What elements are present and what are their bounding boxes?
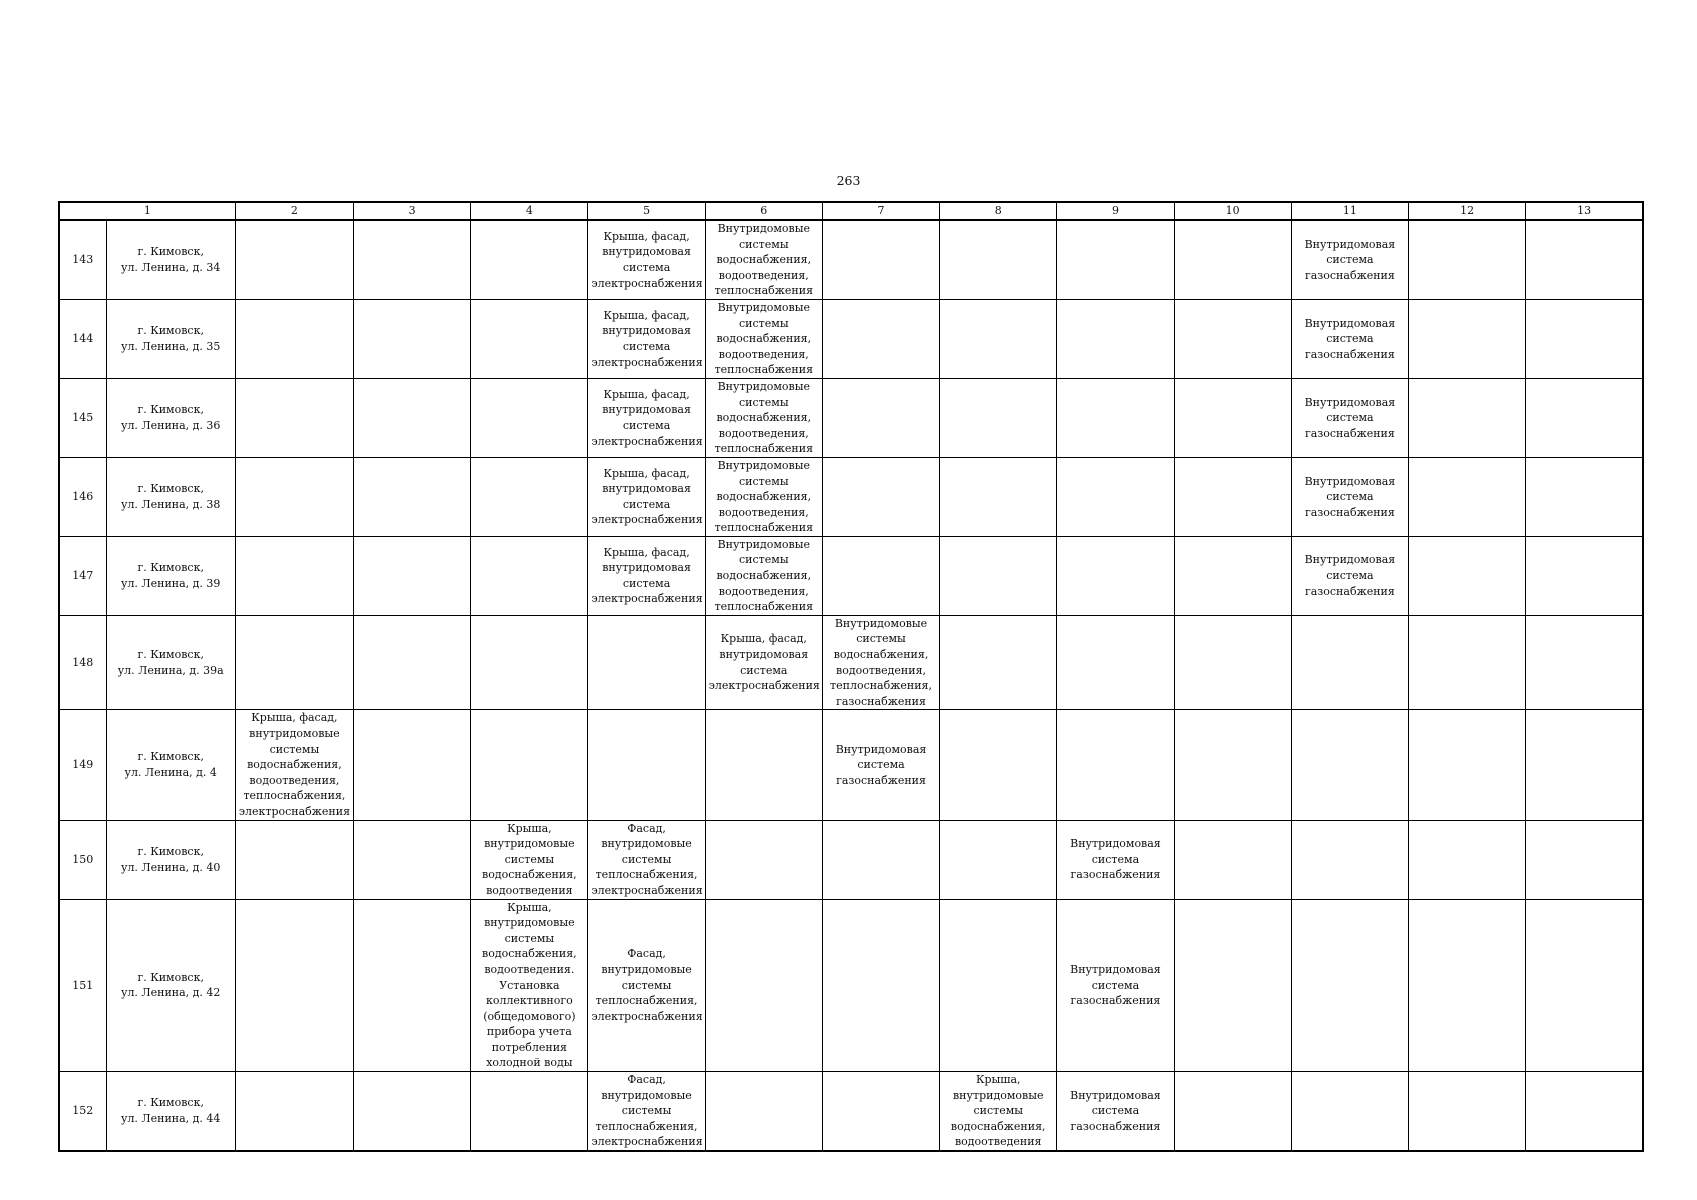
work-cell	[1409, 220, 1526, 299]
work-cell	[1526, 536, 1643, 615]
work-cell	[1409, 820, 1526, 899]
work-cell	[354, 378, 471, 457]
table-row	[59, 820, 1643, 899]
work-cell	[1526, 1072, 1643, 1151]
column-header: 5	[588, 202, 705, 220]
column-header: 2	[235, 202, 353, 220]
work-cell	[1526, 899, 1643, 1072]
work-cell	[940, 220, 1057, 299]
work-cell	[1526, 820, 1643, 899]
work-cell	[940, 457, 1057, 536]
work-cell: Фасад, внутридомовые системы теплоснабжения, электроснабжения	[588, 899, 705, 1072]
work-cell	[940, 710, 1057, 820]
work-cell	[1057, 457, 1174, 536]
column-header: 12	[1409, 202, 1526, 220]
work-cell	[1174, 536, 1291, 615]
work-cell	[471, 1072, 588, 1151]
work-cell	[705, 1072, 822, 1151]
work-cell	[940, 615, 1057, 710]
work-cell	[1409, 615, 1526, 710]
work-cell	[235, 1072, 353, 1151]
work-cell	[940, 378, 1057, 457]
work-cell	[1057, 710, 1174, 820]
work-cell	[822, 299, 939, 378]
work-cell	[235, 220, 353, 299]
header-row	[59, 202, 1643, 220]
address-cell: г. Кимовск, ул. Ленина, д. 42	[106, 899, 235, 1072]
work-cell	[1526, 220, 1643, 299]
work-cell	[822, 820, 939, 899]
work-cell	[940, 299, 1057, 378]
work-cell	[1409, 899, 1526, 1072]
table-row	[59, 299, 1643, 378]
table-row	[59, 899, 1643, 1072]
work-cell: Крыша, фасад, внутридомовые системы водоснабжения, водоотведения, теплоснабжения, электроснабжения	[235, 710, 353, 820]
address-cell: г. Кимовск, ул. Ленина, д. 39а	[106, 615, 235, 710]
work-cell: Внутридомовая система газоснабжения	[1291, 536, 1408, 615]
work-cell	[1291, 899, 1408, 1072]
work-cell: Внутридомовые системы водоснабжения, водоотведения, теплоснабжения	[705, 457, 822, 536]
work-cell	[1409, 536, 1526, 615]
table-row	[59, 457, 1643, 536]
address-cell: г. Кимовск, ул. Ленина, д. 34	[106, 220, 235, 299]
work-cell	[940, 536, 1057, 615]
work-cell	[1526, 299, 1643, 378]
work-cell: Внутридомовая система газоснабжения	[1057, 820, 1174, 899]
work-cell	[235, 536, 353, 615]
table-row	[59, 378, 1643, 457]
work-cell	[1291, 615, 1408, 710]
work-cell: Крыша, фасад, внутридомовая система электроснабжения	[588, 378, 705, 457]
work-cell	[1174, 1072, 1291, 1151]
work-cell	[1174, 710, 1291, 820]
row-number: 149	[59, 710, 106, 820]
work-cell	[1174, 299, 1291, 378]
work-cell: Внутридомовые системы водоснабжения, водоотведения, теплоснабжения, газоснабжения	[822, 615, 939, 710]
work-cell	[471, 220, 588, 299]
address-cell: г. Кимовск, ул. Ленина, д. 36	[106, 378, 235, 457]
work-cell	[705, 820, 822, 899]
work-cell	[1409, 1072, 1526, 1151]
work-cell	[1057, 220, 1174, 299]
work-cell	[1526, 378, 1643, 457]
work-cell	[471, 615, 588, 710]
column-header: 8	[940, 202, 1057, 220]
work-cell: Крыша, фасад, внутридомовая система электроснабжения	[588, 536, 705, 615]
row-number: 143	[59, 220, 106, 299]
work-cell	[1057, 378, 1174, 457]
work-cell	[822, 457, 939, 536]
column-header: 3	[354, 202, 471, 220]
work-cell	[354, 1072, 471, 1151]
work-cell	[354, 899, 471, 1072]
work-cell: Крыша, внутридомовые системы водоснабжения, водоотведения	[471, 820, 588, 899]
work-cell: Фасад, внутридомовые системы теплоснабжения, электроснабжения	[588, 820, 705, 899]
work-cell	[705, 899, 822, 1072]
column-header: 11	[1291, 202, 1408, 220]
row-number: 148	[59, 615, 106, 710]
work-cell	[471, 536, 588, 615]
work-cell	[235, 615, 353, 710]
work-cell	[1409, 710, 1526, 820]
address-cell: г. Кимовск, ул. Ленина, д. 39	[106, 536, 235, 615]
work-cell: Внутридомовые системы водоснабжения, водоотведения, теплоснабжения	[705, 378, 822, 457]
work-cell	[940, 820, 1057, 899]
work-cell	[1174, 457, 1291, 536]
column-header: 13	[1526, 202, 1643, 220]
work-cell	[471, 457, 588, 536]
work-cell: Крыша, внутридомовые системы водоснабжения, водоотведения. Установка коллективного (общедомового) прибора учета потребления холодной воды	[471, 899, 588, 1072]
column-header: 4	[471, 202, 588, 220]
work-cell	[354, 220, 471, 299]
row-number: 145	[59, 378, 106, 457]
work-cell	[822, 378, 939, 457]
work-cell: Внутридомовая система газоснабжения	[1291, 378, 1408, 457]
work-cell	[588, 615, 705, 710]
column-header: 10	[1174, 202, 1291, 220]
work-cell	[588, 710, 705, 820]
row-number: 151	[59, 899, 106, 1072]
column-header: 1	[59, 202, 235, 220]
work-cell	[354, 615, 471, 710]
work-cell	[354, 299, 471, 378]
work-cell: Крыша, фасад, внутридомовая система электроснабжения	[588, 220, 705, 299]
work-cell: Внутридомовая система газоснабжения	[1057, 1072, 1174, 1151]
address-cell: г. Кимовск, ул. Ленина, д. 4	[106, 710, 235, 820]
work-cell: Внутридомовая система газоснабжения	[1057, 899, 1174, 1072]
work-cell	[822, 536, 939, 615]
work-cell	[822, 899, 939, 1072]
work-cell	[235, 899, 353, 1072]
column-header: 6	[705, 202, 822, 220]
work-cell	[1291, 710, 1408, 820]
work-cell	[1174, 899, 1291, 1072]
work-cell: Внутридомовая система газоснабжения	[822, 710, 939, 820]
work-cell	[235, 820, 353, 899]
table-row	[59, 710, 1643, 820]
table-row	[59, 615, 1643, 710]
work-cell	[471, 378, 588, 457]
address-cell: г. Кимовск, ул. Ленина, д. 40	[106, 820, 235, 899]
work-cell	[235, 378, 353, 457]
column-header: 7	[822, 202, 939, 220]
work-cell	[1291, 1072, 1408, 1151]
work-cell	[471, 710, 588, 820]
work-cell	[1526, 457, 1643, 536]
work-cell: Внутридомовые системы водоснабжения, водоотведения, теплоснабжения	[705, 536, 822, 615]
row-number: 144	[59, 299, 106, 378]
work-cell: Крыша, внутридомовые системы водоснабжения, водоотведения	[940, 1072, 1057, 1151]
work-cell	[1291, 820, 1408, 899]
address-cell: г. Кимовск, ул. Ленина, д. 38	[106, 457, 235, 536]
work-cell: Внутридомовая система газоснабжения	[1291, 457, 1408, 536]
work-cell: Фасад, внутридомовые системы теплоснабжения, электроснабжения	[588, 1072, 705, 1151]
page-number: 263	[836, 173, 861, 188]
work-cell	[1174, 820, 1291, 899]
work-cell	[1409, 457, 1526, 536]
work-cell	[1409, 299, 1526, 378]
work-cell: Крыша, фасад, внутридомовая система электроснабжения	[588, 457, 705, 536]
work-cell	[1057, 299, 1174, 378]
work-cell	[354, 457, 471, 536]
row-number: 152	[59, 1072, 106, 1151]
work-cell	[354, 536, 471, 615]
work-cell	[1057, 536, 1174, 615]
work-cell	[235, 457, 353, 536]
work-cell	[1409, 378, 1526, 457]
column-header: 9	[1057, 202, 1174, 220]
work-cell: Внутридомовая система газоснабжения	[1291, 220, 1408, 299]
work-cell: Крыша, фасад, внутридомовая система электроснабжения	[588, 299, 705, 378]
work-cell	[354, 820, 471, 899]
row-number: 147	[59, 536, 106, 615]
work-cell	[235, 299, 353, 378]
work-cell	[471, 299, 588, 378]
work-cell	[1526, 710, 1643, 820]
row-number: 146	[59, 457, 106, 536]
work-cell	[1057, 615, 1174, 710]
work-cell	[1174, 378, 1291, 457]
work-cell	[822, 1072, 939, 1151]
work-cell	[1174, 220, 1291, 299]
work-cell	[1174, 615, 1291, 710]
work-cell	[940, 899, 1057, 1072]
address-cell: г. Кимовск, ул. Ленина, д. 44	[106, 1072, 235, 1151]
table-row	[59, 220, 1643, 299]
table-row	[59, 536, 1643, 615]
work-cell: Внутридомовые системы водоснабжения, водоотведения, теплоснабжения	[705, 299, 822, 378]
address-cell: г. Кимовск, ул. Ленина, д. 35	[106, 299, 235, 378]
table-row	[59, 1072, 1643, 1151]
work-cell	[705, 710, 822, 820]
work-cell	[354, 710, 471, 820]
work-cell: Внутридомовая система газоснабжения	[1291, 299, 1408, 378]
work-cell	[1526, 615, 1643, 710]
work-cell	[822, 220, 939, 299]
work-cell: Внутридомовые системы водоснабжения, водоотведения, теплоснабжения	[705, 220, 822, 299]
row-number: 150	[59, 820, 106, 899]
work-cell: Крыша, фасад, внутридомовая система электроснабжения	[705, 615, 822, 710]
repair-schedule-table	[58, 201, 1644, 1152]
